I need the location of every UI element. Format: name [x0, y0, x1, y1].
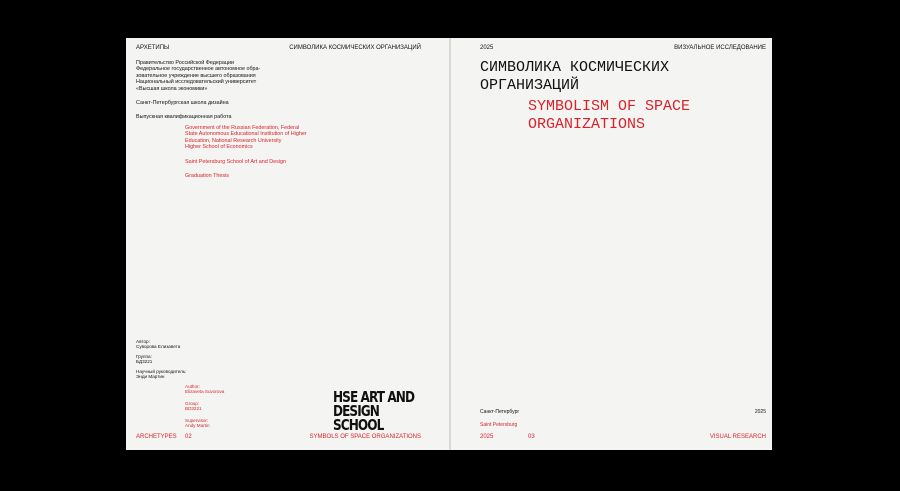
thesis-en: Graduation Thesis — [185, 173, 229, 179]
city-en: Saint Petersburg — [480, 422, 518, 428]
left-page — [126, 38, 449, 450]
year-right: 2025 — [754, 409, 766, 415]
author-en: Author: Elizaveta Suvorova — [185, 384, 225, 395]
footer-right: SYMBOLS OF SPACE ORGANIZATIONS — [309, 434, 421, 440]
header-left: АРХЕТИПЫ — [136, 45, 170, 51]
header-year: 2025 — [480, 45, 494, 51]
header-right: ВИЗУАЛЬНОЕ ИССЛЕДОВАНИЕ — [674, 45, 766, 51]
title-en: SYMBOLISM OF SPACE ORGANIZATIONS — [528, 98, 691, 133]
header-right: СИМВОЛИКА КОСМИЧЕСКИХ ОРГАНИЗАЦИЙ — [289, 45, 421, 51]
supervisor-en: Supervisor: Andy Martin — [185, 418, 210, 429]
school-en: Saint Petersburg School of Art and Design — [185, 159, 286, 165]
footer-year: 2025 — [480, 434, 494, 440]
footer-page-number: 02 — [185, 434, 192, 440]
thesis-ru: Выпускная квалификационная работа — [136, 114, 232, 120]
city-ru: Санкт-Петербург — [480, 409, 520, 415]
school-ru: Санкт-Петербургская школа дизайна — [136, 100, 229, 106]
group-ru: Группа: БД3221 — [136, 354, 153, 365]
title-ru: СИМВОЛИКА КОСМИЧЕСКИХ ОРГАНИЗАЦИЙ — [480, 59, 670, 94]
institution-en: Government of the Russian Federation, Federal State Autonomous Educational Institution of Higher Education, National Research University Higher School of Economics — [185, 125, 307, 151]
right-page — [451, 38, 772, 450]
institution-ru: Правительство Российской Федерации Федеральное государственное автономное обра- зовательное учреждение высшего образования Национальный исследовательский университет «Высшая школа экономики» — [136, 60, 261, 92]
hse-logo: HSE ART AND DESIGN SCHOOL — [333, 388, 415, 434]
author-ru: Автор: Суворова Елизавета — [136, 339, 181, 350]
footer-right: VISUAL RESEARCH — [709, 434, 766, 440]
footer-page-number: 03 — [528, 434, 535, 440]
footer-left: ARCHETYPES — [136, 434, 177, 440]
supervisor-ru: Научный руководитель: Энди Мартин — [136, 369, 187, 380]
group-en: Group: BD3221 — [185, 401, 202, 412]
